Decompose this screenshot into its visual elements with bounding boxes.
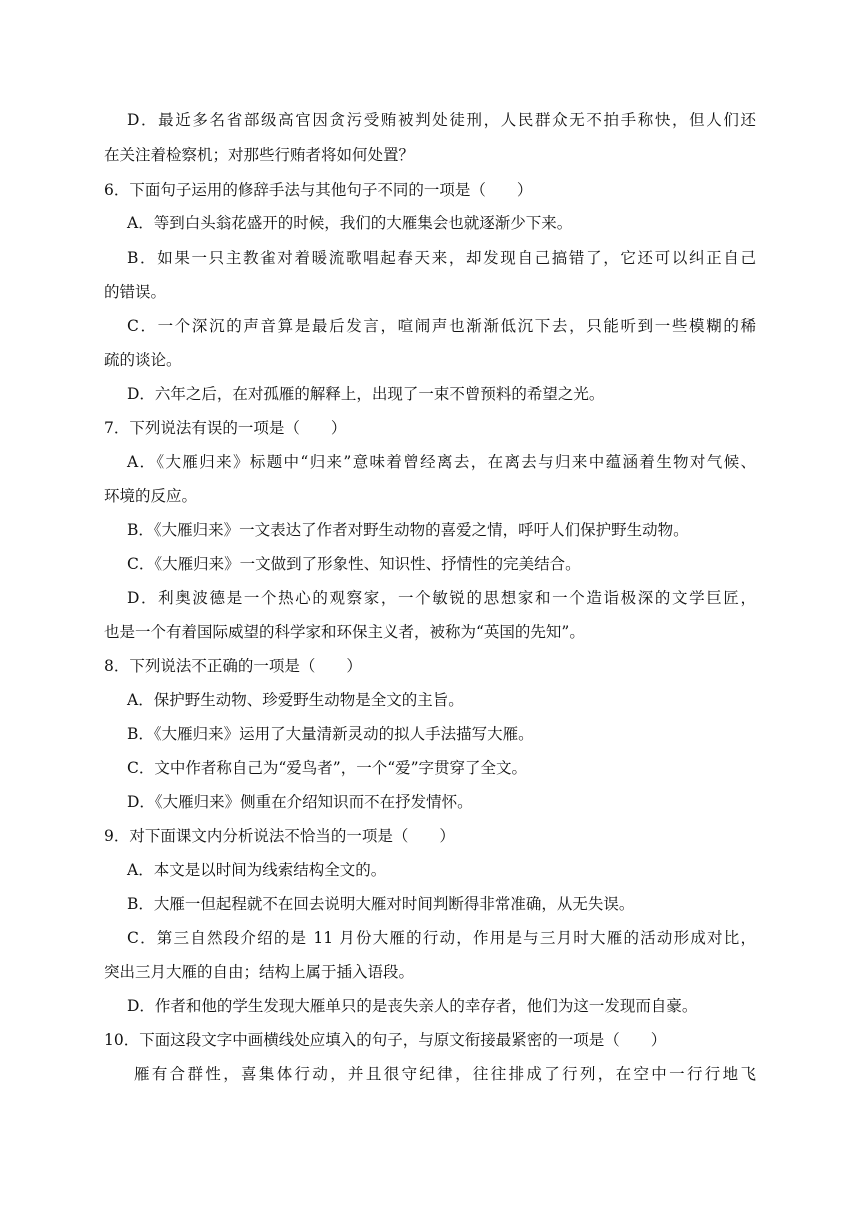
- option-7a-line2: 环境的反应。: [104, 487, 198, 505]
- option-6d-line2: 在关注着检察机；对那些行贿者将如何处置？: [104, 146, 415, 164]
- option-7b: B．《大雁归来》一文表达了作者对野生动物的喜爱之情，呼吁人们保护野生动物。: [127, 521, 689, 539]
- option-8c: C．文中作者称自己为“爱鸟者”，一个“爱”字贯穿了全文。: [127, 759, 528, 777]
- option-6a: A．等到白头翁花盛开的时候，我们的大雁集会也就逐渐少下来。: [127, 214, 573, 232]
- passage-line1: 雁有合群性，喜集体行动，并且很守纪律，往往排成了行列，在空中一行行地飞: [134, 1065, 756, 1083]
- question-9: 9．对下面课文内分析说法不恰当的一项是（ ）: [104, 827, 455, 845]
- question-8: 8．下列说法不正确的一项是（ ）: [104, 657, 362, 675]
- option-6b-line1: B．如果一只主教雀对着暖流歌唱起春天来，却发现自己搞错了，它还可以纠正自己: [127, 249, 756, 267]
- option-6c-line1: C．一个深沉的声音算是最后发言，喧闹声也渐渐低沉下去，只能听到一些模糊的稀: [127, 317, 756, 335]
- option-9b: B．大雁一但起程就不在回去说明大雁对时间判断得非常准确，从无失误。: [127, 895, 635, 913]
- question-7: 7．下列说法有误的一项是（ ）: [104, 419, 347, 437]
- option-6b-line2: 的错误。: [104, 283, 167, 301]
- option-8d: D．《大雁归来》侧重在介绍知识而不在抒发情怀。: [127, 793, 473, 811]
- option-8b: B．《大雁归来》运用了大量清新灵动的拟人手法描写大雁。: [127, 725, 534, 743]
- option-7a-line1: A．《大雁归来》标题中“归来”意味着曾经离去，在离去与归来中蕴涵着生物对气候、: [127, 453, 756, 471]
- option-6d: D．六年之后，在对孤雁的解释上，出现了一束不曾预料的希望之光。: [127, 385, 605, 403]
- question-10: 10．下面这段文字中画横线处应填入的句子，与原文衔接最紧密的一项是（ ）: [104, 1031, 667, 1049]
- option-8a: A．保护野生动物、珍爱野生动物是全文的主旨。: [127, 691, 464, 709]
- option-9c-line2: 突出三月大雁的自由；结构上属于插入语段。: [104, 963, 415, 981]
- option-9c-line1: C．第三自然段介绍的是 11 月份大雁的行动，作用是与三月时大雁的活动形成对比，: [127, 929, 756, 947]
- option-9d: D．作者和他的学生发现大雁单只的是丧失亲人的幸存者，他们为这一发现而自豪。: [127, 997, 698, 1015]
- option-7d-line2: 也是一个有着国际威望的科学家和环保主义者，被称为“英国的先知”。: [104, 623, 585, 641]
- option-7d-line1: D．利奥波德是一个热心的观察家，一个敏锐的思想家和一个造诣极深的文学巨匠，: [127, 589, 756, 607]
- question-6: 6．下面句子运用的修辞手法与其他句子不同的一项是（ ）: [104, 181, 533, 199]
- option-6d-line1: D．最近多名省部级高官因贪污受贿被判处徒刑，人民群众无不拍手称快，但人们还: [127, 111, 756, 129]
- option-7c: C．《大雁归来》一文做到了形象性、知识性、抒情性的完美结合。: [127, 555, 581, 573]
- option-9a: A．本文是以时间为线索结构全文的。: [127, 861, 387, 879]
- option-6c-line2: 疏的谈论。: [104, 351, 182, 369]
